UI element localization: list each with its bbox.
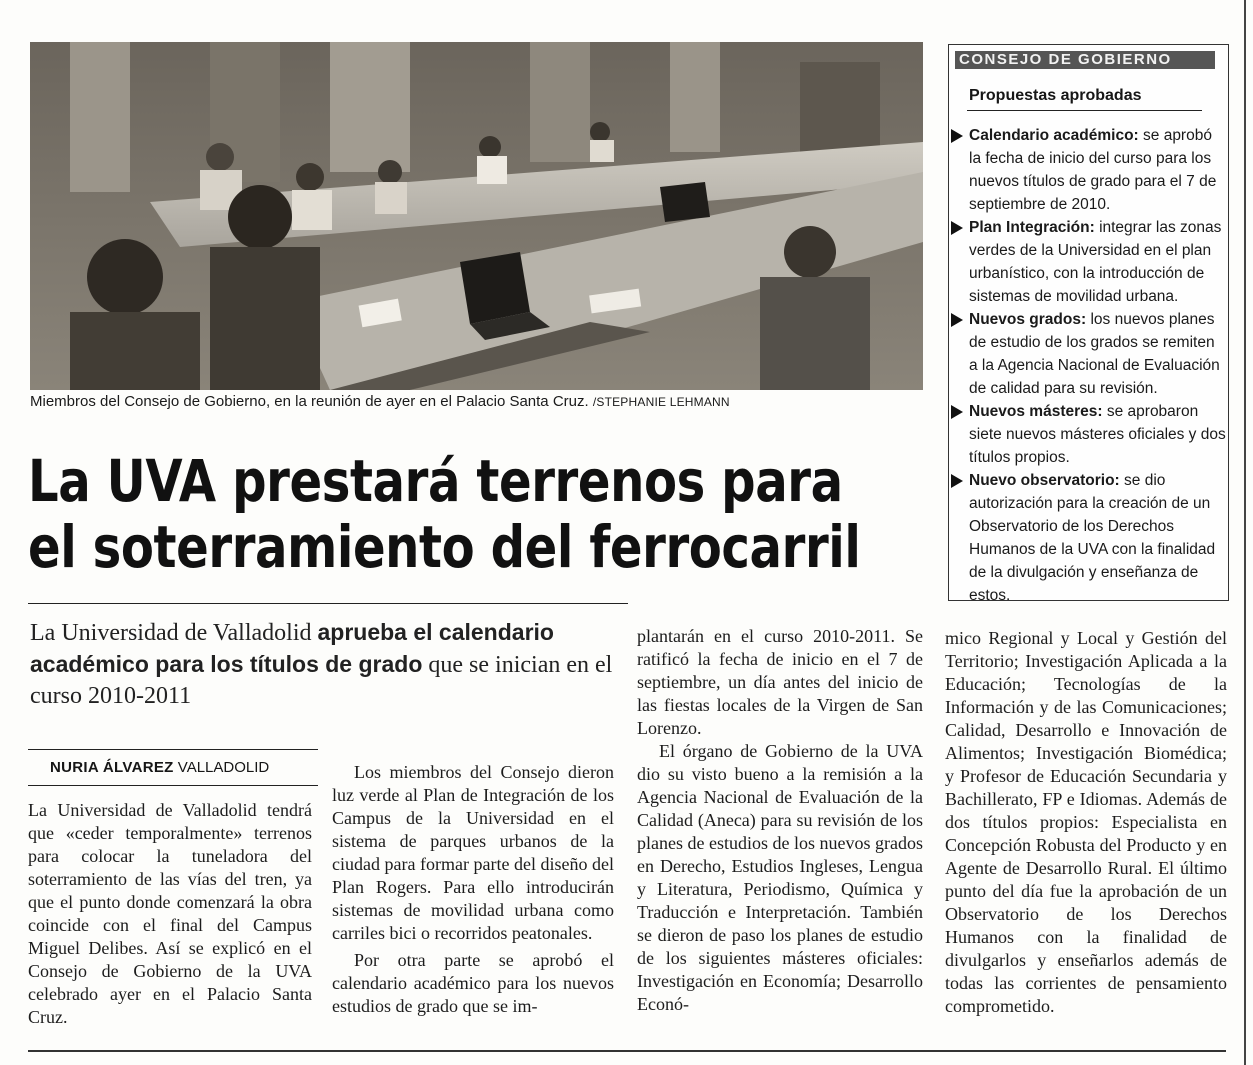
dek-part-1: La Universidad de Valladolid bbox=[30, 620, 312, 646]
photo-credit: /STEPHANIE LEHMANN bbox=[592, 395, 730, 409]
article-column-2 bbox=[332, 761, 614, 1018]
sidebar-item-label: Nuevo observatorio: bbox=[969, 472, 1120, 489]
dek-top-rule bbox=[28, 603, 628, 604]
sidebar-item-label: Plan Integración: bbox=[969, 219, 1095, 236]
sidebar-item-text: los nuevos planes de estudio de los grados se remiten a la Agencia Nacional de Evaluación de calidad para su revisión. bbox=[969, 311, 1220, 397]
sidebar-list bbox=[951, 124, 1226, 607]
sidebar-box bbox=[948, 44, 1229, 604]
photo-caption bbox=[30, 393, 930, 410]
article-column-3 bbox=[637, 625, 923, 1016]
sidebar-item bbox=[951, 124, 1226, 216]
sidebar-item-text: se aprobó la fecha de inicio del curso para los nuevos títulos de grado para el 7 de septiembre de 2010. bbox=[969, 127, 1217, 213]
article-paragraph: mico Regional y Local y Gestión del Territorio; Investigación Aplicada a la Educación; Tecnologías de la Información y de las Comunicaciones; Calidad, Desarrollo e Innovación de Alimentos; Investigación Biomédica; y Profesor de Educación Secundaria y Bachillerato, FP e Idiomas. Además de dos títulos propios: Especialista en Concepción Robusta del Producto y en Agente de Desarrollo Rural. El último punto del día fue la aprobación de un Observatorio de los Derechos Humanos con la finalidad de divulgarlos y enseñarlos además de todas las corrientes de pensamiento comprometido. bbox=[945, 628, 1227, 1016]
article-paragraph: Los miembros del Consejo dieron luz verde al Plan de Integración de los Campus de la Universidad en el sistema de parques urbanos de la ciudad para formar parte del diseño del Plan Rogers. Para ello introducirán sistemas de movilidad urbana como carriles bici o recorridos peatonales. bbox=[332, 762, 614, 943]
article-paragraph: El órgano de Gobierno de la UVA dio su visto bueno a la remisión a la Agencia Nacional de Evaluación de la Calidad (Aneca) para su revisión de los planes de estudios de los nuevos grados en Derecho, Estudios Ingleses, Lengua y Literatura, Periodismo, Química y Traducción e Interpretación. También se dieron de paso los planes de estudio de los siguientes másteres oficiales: Investigación en Economía; Desarrollo Econó- bbox=[637, 741, 923, 1014]
article-column-1 bbox=[28, 799, 312, 1029]
page-edge bbox=[1244, 0, 1246, 1065]
article-column-4 bbox=[945, 627, 1227, 1018]
sidebar-title-rule bbox=[967, 110, 1202, 111]
sidebar-item-text: se aprobaron siete nuevos másteres oficiales y dos títulos propios. bbox=[969, 403, 1226, 466]
dek-part-3: que se inician en el curso 2010-2011 bbox=[30, 652, 613, 709]
dek-part-2: aprueba el calendario académico para los títulos de grado bbox=[30, 619, 554, 677]
sidebar-item bbox=[951, 308, 1226, 400]
article-paragraph: plantarán en el curso 2010-2011. Se ratificó la fecha de inicio en el 7 de septiembre, un día antes del inicio de las fiestas locales de la Virgen de San Lorenzo. bbox=[637, 626, 923, 738]
byline-bottom-rule bbox=[28, 785, 318, 786]
sidebar-section-tag: CONSEJO DE GOBIERNO bbox=[955, 51, 1215, 69]
page-bottom-rule bbox=[28, 1050, 1226, 1052]
arrow-right-icon bbox=[951, 129, 963, 143]
sidebar-item-text: se dio autorización para la creación de un Observatorio de los Derechos Humanos de la UVA con la finalidad de la divulgación y enseñanza de estos. bbox=[969, 472, 1216, 604]
dek bbox=[30, 617, 630, 712]
sidebar-item bbox=[951, 400, 1226, 469]
sidebar-item-text: integrar las zonas verdes de la Universidad en el plan urbanístico, con la introducción de sistemas de movilidad urbana. bbox=[969, 219, 1222, 305]
byline-place: VALLADOLID bbox=[177, 759, 270, 776]
meeting-photo-illustration bbox=[30, 42, 923, 390]
byline bbox=[50, 759, 269, 776]
article-paragraph: Por otra parte se aprobó el calendario académico para los nuevos estudios de grado que se im- bbox=[332, 950, 614, 1016]
sidebar-item-label: Nuevos másteres: bbox=[969, 403, 1103, 420]
headline-line-2: el soterramiento del ferrocarril bbox=[28, 513, 861, 581]
sidebar-item bbox=[951, 216, 1226, 308]
byline-author: NURIA ÁLVAREZ bbox=[50, 759, 174, 776]
byline-rule bbox=[28, 749, 318, 750]
arrow-right-icon bbox=[951, 405, 963, 419]
caption-text: Miembros del Consejo de Gobierno, en la reunión de ayer en el Palacio Santa Cruz. bbox=[30, 393, 589, 410]
sidebar-item-label: Calendario académico: bbox=[969, 127, 1139, 144]
headline bbox=[28, 447, 861, 581]
arrow-right-icon bbox=[951, 313, 963, 327]
meeting-photo bbox=[30, 42, 923, 390]
sidebar-item bbox=[951, 469, 1226, 607]
arrow-right-icon bbox=[951, 221, 963, 235]
headline-line-1: La UVA prestará terrenos para bbox=[28, 447, 843, 515]
arrow-right-icon bbox=[951, 474, 963, 488]
article-paragraph: La Universidad de Valladolid tendrá que «ceder temporalmente» terrenos para colocar la tuneladora del soterramiento de las vías del tren, ya que el punto donde comenzará la obra coincide con el final del Campus Miguel Delibes. Así se explicó en el Consejo de Gobierno de la UVA celebrado ayer en el Palacio Santa Cruz. bbox=[28, 800, 312, 1027]
sidebar-title: Propuestas aprobadas bbox=[969, 87, 1142, 104]
sidebar-item-label: Nuevos grados: bbox=[969, 311, 1087, 328]
